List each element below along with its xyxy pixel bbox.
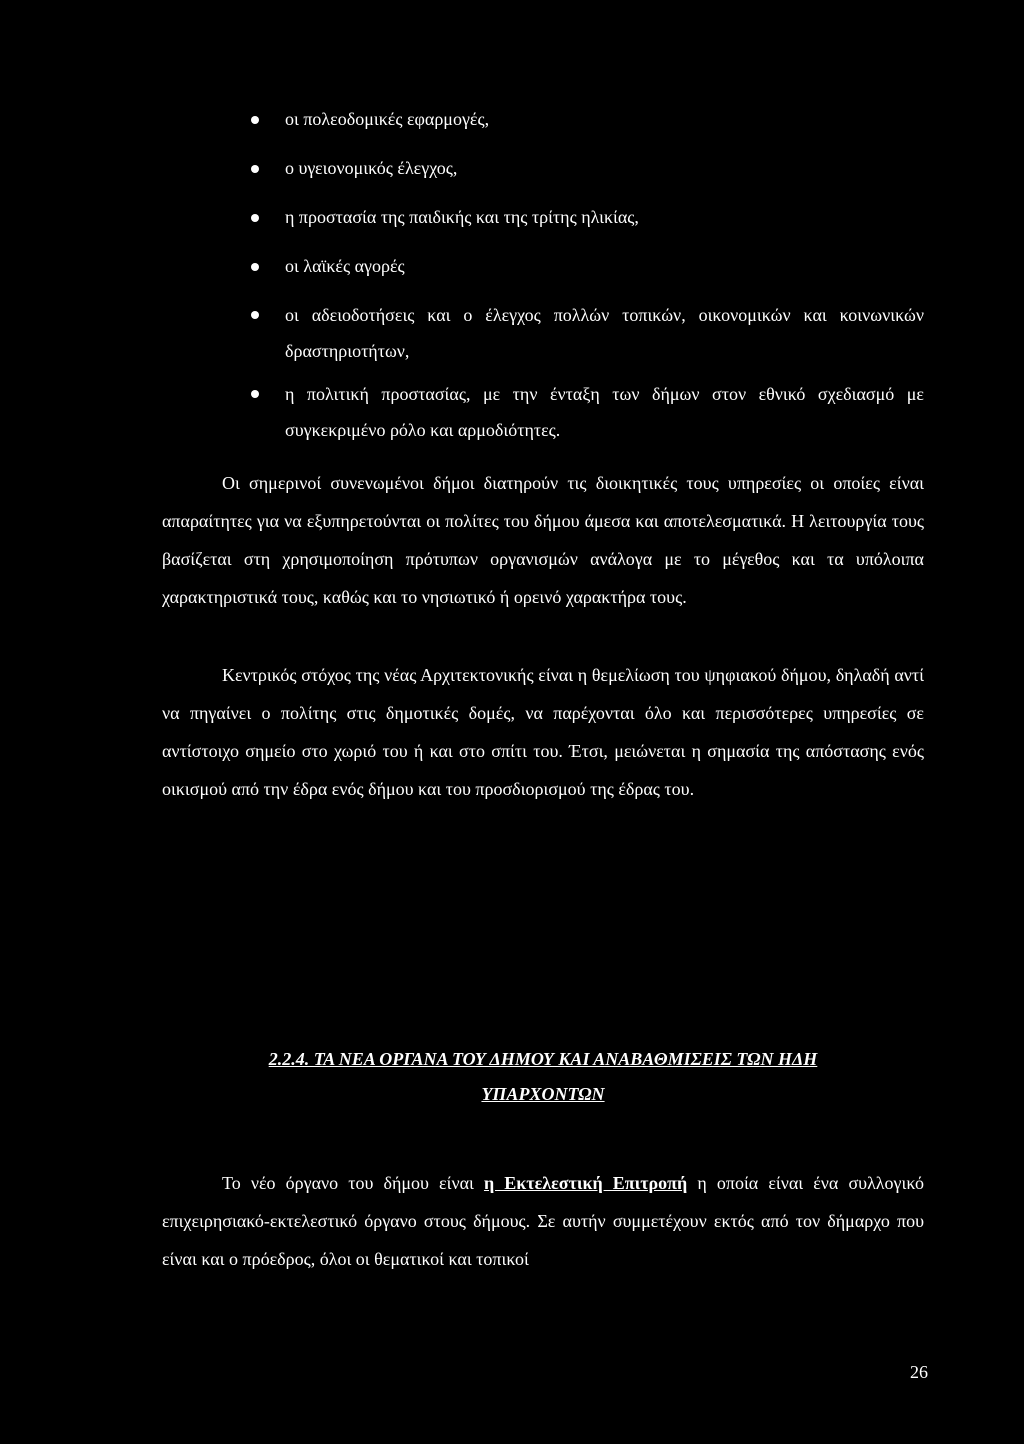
bullet-icon: [251, 116, 259, 124]
page-number: 26: [910, 1362, 928, 1382]
list-item-text: οι πολεοδομικές εφαρμογές,: [285, 109, 490, 129]
section-heading-continuation: ΥΠΑΡΧΟΝΤΩΝ: [481, 1084, 605, 1104]
list-item-text: η πολιτική προστασίας, με την ένταξη των δήμων στον εθνικό σχεδιασμό με συγκεκριμένο ρόλο και αρμοδιότητες.: [285, 384, 924, 440]
paragraph-text: η οποία είναι ένα συλλογικό επιχειρησιακό-εκτελεστικό όργανο στους δήμους. Σε αυτήν συμμετέχουν εκτός από τον δήμαρχο που είναι και ο πρόεδρος, όλοι οι θεματικοί και τοπικοί: [162, 1173, 924, 1269]
bullet-icon: [251, 214, 259, 222]
paragraph-text: Το νέο όργανο του δήμου είναι: [222, 1173, 484, 1193]
body-paragraph: [162, 1164, 924, 1278]
bullet-list: [251, 106, 924, 460]
list-item-text: οι αδειοδοτήσεις και ο έλεγχος πολλών τοπικών, οικονομικών και κοινωνικών δραστηριοτήτων,: [285, 305, 924, 361]
body-paragraph: Οι σημερινοί συνενωμένοι δήμοι διατηρούν τις διοικητικές τους υπηρεσίες οι οποίες είναι απαραίτητες για να εξυπηρετούνται οι πολίτες του δήμου άμεσα και αποτελεσματικά. Η λειτουργία τους βασίζεται στη χρησιμοποίηση πρότυπων οργανισμών ανάλογα με το μέγεθος και τα υπόλοιπα χαρακτηριστικά τους, καθώς και το νησιωτικό ή ορεινό χαρακτήρα τους.: [162, 473, 924, 607]
section-heading: 2.2.4. ΤΑ ΝΕΑ ΟΡΓΑΝΑ ΤΟΥ ΔΗΜΟΥ ΚΑΙ ΑΝΑΒΑΘΜΙΣΕΙΣ ΤΩΝ ΗΔΗ: [268, 1049, 818, 1069]
bullet-icon: [251, 263, 259, 271]
bullet-icon: [251, 390, 259, 398]
list-item-text: ο υγειονομικός έλεγχος,: [285, 158, 458, 178]
list-item-text: η προστασία της παιδικής και της τρίτης ηλικίας,: [285, 207, 639, 227]
body-paragraph: Κεντρικός στόχος της νέας Αρχιτεκτονικής είναι η θεμελίωση του ψηφιακού δήμου, δηλαδή αντί να πηγαίνει ο πολίτης στις δημοτικές δομές, να παρέχονται όλο και περισσότερες υπηρεσίες σε αντίστοιχο σημείο στο χωριό του ή και στο σπίτι του. Έτσι, μειώνεται η σημασία της απόστασης ενός οικισμού από την έδρα ενός δήμου και του προσδιορισμού της έδρας του.: [162, 665, 924, 799]
list-item: [251, 253, 924, 280]
list-item: [251, 106, 924, 133]
list-item: [251, 204, 924, 231]
list-item: [251, 155, 924, 182]
bullet-icon: [251, 311, 259, 319]
list-item-text: οι λαϊκές αγορές: [285, 256, 405, 276]
list-item: [251, 297, 924, 369]
bullet-icon: [251, 165, 259, 173]
highlighted-term: η Εκτελεστική Επιτροπή: [483, 1173, 688, 1193]
list-item: [251, 376, 924, 448]
